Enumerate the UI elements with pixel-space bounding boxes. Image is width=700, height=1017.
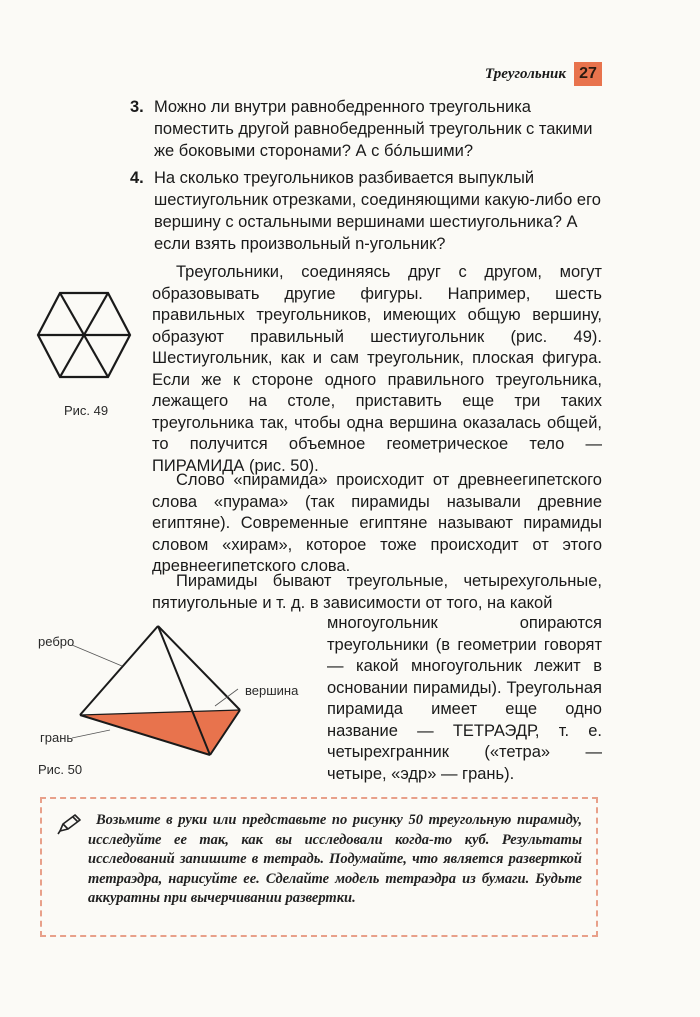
question-text: На сколько треугольников разбивается выпуклый шестиугольник отрезками, соединяющими какую-либо его вершину с остальными вершинами шестиугольника? А если взять произвольный n-угольник? (154, 169, 601, 253)
label-vertex: вершина (245, 683, 299, 698)
page-number: 27 (574, 62, 602, 86)
base-face (80, 710, 240, 755)
question-number: 3. (130, 98, 144, 116)
page-header (485, 62, 602, 86)
figure-49-caption: Рис. 49 (64, 403, 109, 418)
label-edge: ребро (38, 634, 75, 649)
paragraph-3-continued: многоугольник опираются треугольники (в геометрии говорят — какой многоугольник лежит в основании пирамиды). Треугольная пирамида имеет еще одно название — ТЕТРАЭДР, т. е. четырехгранник («тетра» — четыре, «эдр» — грань). (327, 614, 602, 783)
paragraph-3: Пирамиды бывают треугольные, четырехугольные, пятиугольные и т. д. в зависимости от того, на какой (152, 572, 602, 612)
paragraph-1: Треугольники, соединяясь друг с другом, могут образовывать другие фигуры. Например, шесть правильных треугольников, имеющих общую вершину, образуют правильный шестиугольник (рис. 49). Шестиугольник, как и сам треугольник, плоская фигура. Если же к стороне одного правильного треугольника, лежащего на столе, приставить еще три таких треугольника так, чтобы одна вершина оказалась общей, то получится объемное геометрическое тело — ПИРАМИДА (рис. 50). (152, 263, 602, 475)
question-4 (130, 167, 610, 255)
question-number: 4. (130, 169, 144, 187)
task-box (40, 797, 598, 937)
task-text: Возьмите в руки или представьте по рисунку 50 треугольную пирамиду, исследуйте ее так, как вы исследовали когда-то куб. Результаты исследований запишите в тетрадь. Подумайте, что является разверткой тетраэдра, нарисуйте ее. Сделайте модель тетраэдра из бумаги. Будьте аккуратны при вычерчивании развертки. (88, 812, 582, 906)
question-3 (130, 96, 610, 162)
paragraph-2: Слово «пирамида» происходит от древнеегипетского слова «пурама» (так пирамиды называли древние египтяне). Современные египтяне называют пирамиды словом «хирам», которое тоже происходит от этого древнеегипетского слова. (152, 471, 602, 575)
pencil-icon (56, 813, 82, 835)
figure-49-hexagon (36, 290, 132, 380)
figure-50-caption: Рис. 50 (38, 762, 83, 777)
question-text: Можно ли внутри равнобедренного треугольника поместить другой равнобедренный треугольник с такими же боковыми сторонами? А с бóльшими? (154, 98, 593, 160)
running-title: Треугольник (484, 65, 566, 82)
label-face: грань (40, 730, 74, 745)
